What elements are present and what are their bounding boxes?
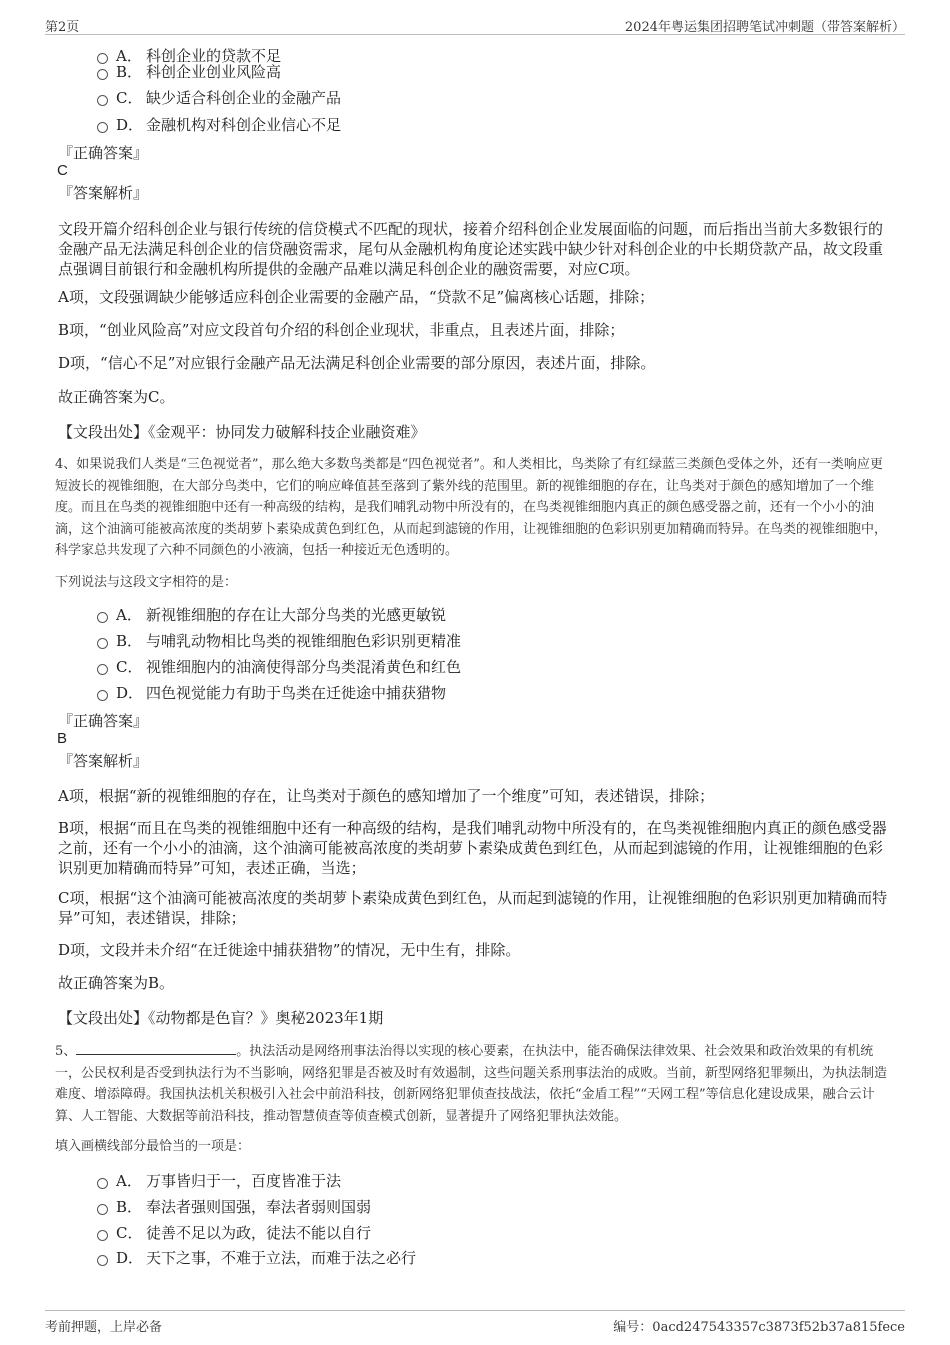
q5-body: 。执法活动是网络刑事法治得以实现的核心要素，在执法中，能否确保法律效果、社会效果和政治效果的有机统一，公民权利是否受到执法行为不当影响，网络犯罪是否被及时有效遏制，这些问题关系刑事法治的成败。当前，新型网络犯罪频出，为执法制造难度、增添障碍。我国执法机关积极引入社会中前沿科技，创新网络犯罪侦查技战法，依托“金盾工程”“天网工程”等信息化建设成果，融合云计算、人工智能、大数据等前沿科技，推动智慧侦查等侦查模式创新，显著提升了网络犯罪执法效能。	[55, 1044, 888, 1124]
q4-option-c[interactable]: C． 视锥细胞内的油滴使得部分鸟类混淆黄色和红色	[97, 657, 461, 677]
q5-option-b[interactable]: B． 奉法者强则国强，奉法者弱则国弱	[97, 1197, 371, 1217]
q4-option-d[interactable]: D． 四色视觉能力有助于鸟类在迁徙途中捕获猎物	[97, 683, 446, 703]
radio-icon[interactable]	[97, 122, 108, 133]
q3-analysis-d: D项，“信心不足”对应银行金融产品无法满足科创企业需要的部分原因，表述片面，排除。	[58, 354, 656, 372]
q4-option-b[interactable]: B． 与哺乳动物相比鸟类的视锥细胞色彩识别更精准	[97, 631, 461, 651]
q3-conclusion: 故正确答案为C。	[58, 388, 175, 406]
q3-analysis-main: 文段开篇介绍科创企业与银行传统的信贷模式不匹配的现状，接着介绍科创企业发展面临的问题，而后指出当前大多数银行的金融产品无法满足科创企业的信贷融资需求，尾句从金融机构角度论述实践中缺少针对科创企业的中长期贷款产品，故文段重点强调目前银行和金融机构所提供的金融产品难以满足科创企业的融资需要，对应C项。	[58, 220, 884, 278]
q3-answer-label: 『正确答案』	[58, 144, 149, 162]
q3-option-c[interactable]: C． 缺少适合科创企业的金融产品	[97, 88, 341, 108]
radio-icon[interactable]	[97, 95, 108, 106]
radio-icon[interactable]	[97, 1204, 108, 1215]
q3-analysis-a: A项，文段强调缺少能够适应科创企业需要的金融产品，“贷款不足”偏离核心话题，排除；	[58, 288, 655, 306]
radio-icon[interactable]	[97, 1178, 108, 1189]
q4-conclusion: 故正确答案为B。	[58, 974, 175, 992]
page-number: 第2页	[45, 20, 80, 35]
q5-option-c[interactable]: C． 徒善不足以为政，徒法不能以自行	[97, 1223, 371, 1243]
q4-analysis-label: 『答案解析』	[58, 752, 149, 770]
q3-analysis-label: 『答案解析』	[58, 184, 149, 202]
fill-blank	[76, 1040, 236, 1055]
q3-option-d[interactable]: D． 金融机构对科创企业信心不足	[97, 115, 341, 135]
page-footer	[45, 1310, 905, 1335]
q5-text	[55, 1040, 895, 1127]
q5-prompt: 填入画横线部分最恰当的一项是：	[55, 1139, 251, 1154]
radio-icon[interactable]	[97, 1255, 108, 1266]
q4-answer: B	[57, 730, 68, 747]
q4-answer-label: 『正确答案』	[58, 712, 149, 730]
radio-icon[interactable]	[97, 664, 108, 675]
radio-icon[interactable]	[97, 690, 108, 701]
document-title: 2024年粤运集团招聘笔试冲刺题（带答案解析）	[624, 20, 905, 35]
q4-analysis-c: C项，根据“这个油滴可能被高浓度的类胡萝卜素染成黄色到红色，从而起到滤镜的作用，让视锥细胞的色彩识别更加精确而特异”可知，表述错误，排除；	[58, 889, 888, 927]
q4-text: 4、如果说我们人类是“三色视觉者”，那么绝大多数鸟类都是“四色视觉者”。和人类相比，鸟类除了有红绿蓝三类颜色受体之外，还有一类响应更短波长的视锥细胞，在大部分鸟类中，它们的响应峰值甚至落到了紫外线的范围里。新的视锥细胞的存在，让鸟类对于颜色的感知增加了一个维度。而且在鸟类的视锥细胞中还有一种高级的结构，是我们哺乳动物中所没有的，在鸟类视锥细胞内真正的颜色感受器之前，还有一个小小的油滴，这个油滴可能被高浓度的类胡萝卜素染成黄色到红色，从而起到滤镜的作用，让视锥细胞的色彩识别更加精确而特异。在鸟类的视锥细胞中，科学家总共发现了六种不同颜色的小液滴，包括一种接近无色透明的。	[55, 457, 888, 558]
q4-analysis-d: D项，文段并未介绍“在迁徙途中捕获猎物”的情况，无中生有，排除。	[58, 941, 521, 959]
q3-analysis-b: B项，“创业风险高”对应文段首句介绍的科创企业现状，非重点，且表述片面，排除；	[58, 321, 625, 339]
q3-answer: C	[57, 162, 68, 179]
document-id: 编号：0acd247543357c3873f52b37a815fece	[613, 1320, 905, 1335]
q4-analysis-b: B项，根据“而且在鸟类的视锥细胞中还有一种高级的结构，是我们哺乳动物中所没有的，在鸟类视锥细胞内真正的颜色感受器之前，还有一个小小的油滴，这个油滴可能被高浓度的类胡萝卜素染成黄色到红色，从而起到滤镜的作用，让视锥细胞的色彩识别更加精确而特异”可知，表述正确，当选；	[58, 819, 887, 877]
q4-prompt: 下列说法与这段文字相符的是：	[55, 575, 238, 590]
q5-option-d[interactable]: D． 天下之事，不难于立法，而难于法之必行	[97, 1248, 416, 1268]
q5-option-a[interactable]: A． 万事皆归于一，百度皆准于法	[97, 1171, 341, 1191]
q5-number: 5、	[55, 1044, 77, 1059]
q3-option-b[interactable]: B． 科创企业创业风险高	[97, 62, 281, 82]
q3-option-a[interactable]: A． 科创企业的贷款不足	[97, 46, 281, 66]
q3-source: 【文段出处】《金观平：协同发力破解科技企业融资难》	[58, 423, 426, 441]
radio-icon[interactable]	[97, 612, 108, 623]
footer-slogan: 考前押题，上岸必备	[45, 1320, 163, 1335]
radio-icon[interactable]	[97, 1230, 108, 1241]
q4-analysis-a: A项，根据“新的视锥细胞的存在，让鸟类对于颜色的感知增加了一个维度”可知，表述错误，排除；	[58, 787, 715, 805]
q4-option-a[interactable]: A． 新视锥细胞的存在让大部分鸟类的光感更敏锐	[97, 605, 446, 625]
radio-icon[interactable]	[97, 69, 108, 80]
q4-source: 【文段出处】《动物都是色盲？》奥秘2023年1期	[58, 1009, 384, 1027]
page-header	[45, 14, 905, 35]
radio-icon[interactable]	[97, 638, 108, 649]
